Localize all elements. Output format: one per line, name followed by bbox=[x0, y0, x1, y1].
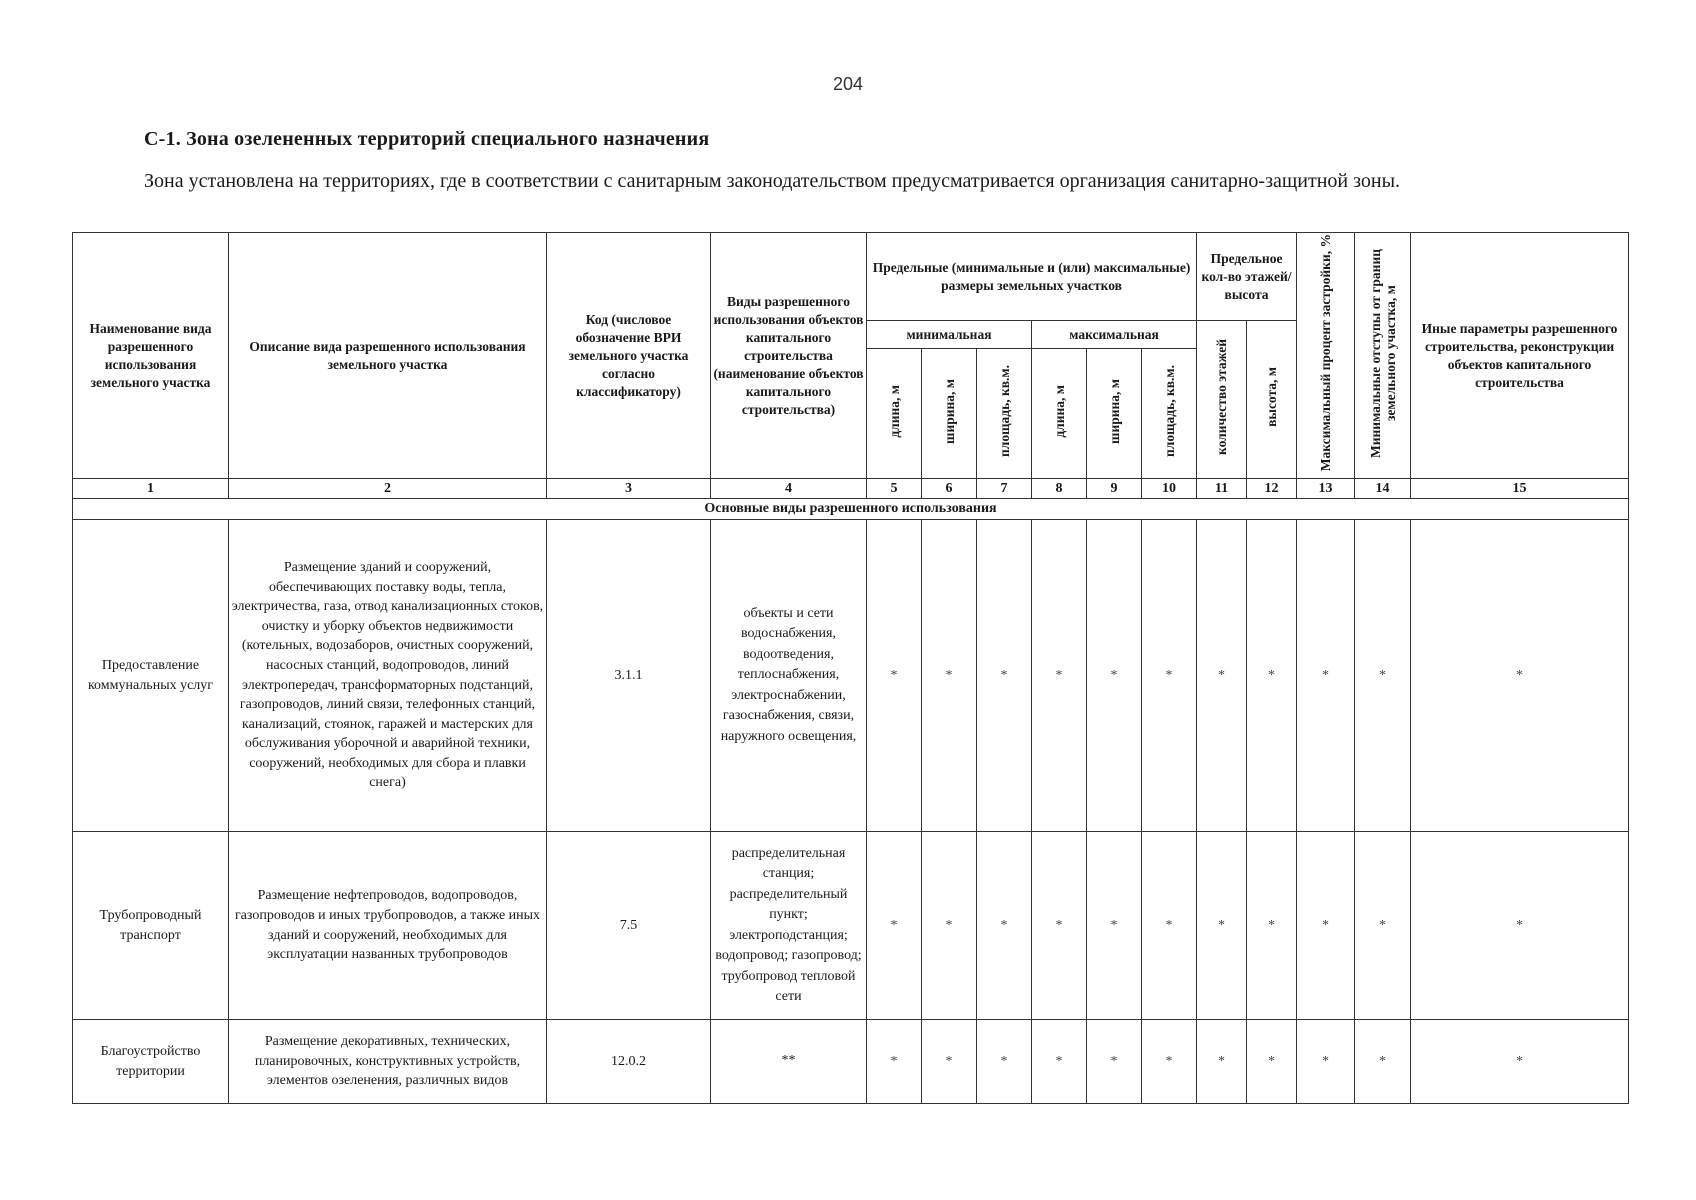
header-max-sizes: максимальная bbox=[1032, 321, 1197, 349]
use-description: Размещение зданий и сооружений, обеспечивающих поставку воды, тепла, электричества, газа, отвод канализационных стоков, очистку и уборку объектов недвижимости (котельных, водозаборов, очистных сооружений, насосных станций, водопроводов, линий электропередач, трансформаторных подстанций, газопроводов, линий связи, телефонных станций, канализаций, стоянок, гаражей и мастерских для обслуживания уборочной и аварийной техники, сооружений, необходимых для сбора и плавки снега) bbox=[229, 520, 547, 832]
column-number: 1 bbox=[73, 479, 229, 499]
column-number: 11 bbox=[1197, 479, 1247, 499]
param-value: * bbox=[1411, 1020, 1629, 1104]
use-name: Трубопроводный транспорт bbox=[73, 832, 229, 1020]
column-number: 9 bbox=[1087, 479, 1142, 499]
param-value: * bbox=[977, 832, 1032, 1020]
page-number: 204 bbox=[832, 74, 864, 94]
column-number: 12 bbox=[1247, 479, 1297, 499]
param-value: * bbox=[1297, 520, 1355, 832]
column-number-row bbox=[73, 479, 1629, 499]
construction-objects: распределительная станция; распределительный пункт; электроподстанция; водопровод; газопровод; трубопровод тепловой сети bbox=[711, 832, 867, 1020]
column-number: 10 bbox=[1142, 479, 1197, 499]
param-value: * bbox=[1297, 1020, 1355, 1104]
construction-objects: объекты и сети водоснабжения, водоотведения, теплоснабжения, электроснабжении, газоснабжения, связи, наружного освещения, bbox=[711, 520, 867, 832]
param-value: * bbox=[1087, 1020, 1142, 1104]
use-description: Размещение нефтепроводов, водопроводов, газопроводов и иных трубопроводов, а также иных зданий и сооружений, необходимых для эксплуатации названных трубопроводов bbox=[229, 832, 547, 1020]
header-min-area: площадь, кв.м. bbox=[977, 349, 1032, 479]
param-value: * bbox=[1297, 832, 1355, 1020]
header-use-name: Наименование вида разрешенного использования земельного участка bbox=[73, 233, 229, 479]
param-value: * bbox=[867, 520, 922, 832]
header-min-length: длина, м bbox=[867, 349, 922, 479]
header-construction-types: Виды разрешенного использования объектов капитального строительства (наименование объектов капитального строительства) bbox=[711, 233, 867, 479]
param-value: * bbox=[977, 520, 1032, 832]
vri-code: 7.5 bbox=[547, 832, 711, 1020]
header-plot-sizes: Предельные (минимальные и (или) максимальные) размеры земельных участков bbox=[867, 233, 1197, 321]
table-row bbox=[73, 1020, 1629, 1104]
param-value: * bbox=[1032, 832, 1087, 1020]
header-min-width: ширина, м bbox=[922, 349, 977, 479]
column-number: 7 bbox=[977, 479, 1032, 499]
param-value: * bbox=[1355, 1020, 1411, 1104]
column-number: 6 bbox=[922, 479, 977, 499]
param-value: * bbox=[1032, 1020, 1087, 1104]
param-value: * bbox=[1197, 520, 1247, 832]
param-value: * bbox=[1032, 520, 1087, 832]
param-value: * bbox=[1247, 1020, 1297, 1104]
header-max-area: площадь, кв.м. bbox=[1142, 349, 1197, 479]
param-value: * bbox=[1197, 832, 1247, 1020]
param-value: * bbox=[1142, 520, 1197, 832]
column-number: 2 bbox=[229, 479, 547, 499]
header-max-length: длина, м bbox=[1032, 349, 1087, 479]
header-height: высота, м bbox=[1247, 321, 1297, 479]
header-min-setbacks: Минимальные отступы от границ земельного участка, м bbox=[1355, 233, 1411, 479]
column-number: 8 bbox=[1032, 479, 1087, 499]
header-max-width: ширина, м bbox=[1087, 349, 1142, 479]
header-min-sizes: минимальная bbox=[867, 321, 1032, 349]
use-name: Предоставление коммунальных услуг bbox=[73, 520, 229, 832]
use-description: Размещение декоративных, технических, планировочных, конструктивных устройств, элементов озеленения, различных видов bbox=[229, 1020, 547, 1104]
param-value: * bbox=[1247, 832, 1297, 1020]
section-title: Основные виды разрешенного использования bbox=[73, 499, 1629, 520]
column-number: 14 bbox=[1355, 479, 1411, 499]
header-use-description: Описание вида разрешенного использования земельного участка bbox=[229, 233, 547, 479]
param-value: * bbox=[1197, 1020, 1247, 1104]
param-value: * bbox=[922, 520, 977, 832]
param-value: * bbox=[922, 832, 977, 1020]
column-number: 3 bbox=[547, 479, 711, 499]
column-number: 4 bbox=[711, 479, 867, 499]
column-number: 13 bbox=[1297, 479, 1355, 499]
param-value: * bbox=[1411, 832, 1629, 1020]
header-vri-code: Код (числовое обозначение ВРИ земельного участка согласно классификатору) bbox=[547, 233, 711, 479]
param-value: * bbox=[867, 1020, 922, 1104]
zone-title: С-1. Зона озелененных территорий специального назначения bbox=[144, 128, 710, 150]
param-value: * bbox=[1247, 520, 1297, 832]
vri-code: 3.1.1 bbox=[547, 520, 711, 832]
param-value: * bbox=[1087, 520, 1142, 832]
param-value: * bbox=[1142, 832, 1197, 1020]
regulations-table bbox=[72, 232, 1629, 1104]
param-value: * bbox=[1355, 832, 1411, 1020]
param-value: * bbox=[867, 832, 922, 1020]
header-floors-count: количество этажей bbox=[1197, 321, 1247, 479]
column-number: 15 bbox=[1411, 479, 1629, 499]
zone-description: Зона установлена на территориях, где в соответствии с санитарным законодательством предусматривается организация санитарно-защитной зоны. bbox=[144, 170, 1401, 192]
param-value: * bbox=[1411, 520, 1629, 832]
header-max-build-percent: Максимальный процент застройки, % bbox=[1297, 233, 1355, 479]
table-row bbox=[73, 520, 1629, 832]
param-value: * bbox=[922, 1020, 977, 1104]
use-name: Благоустройство территории bbox=[73, 1020, 229, 1104]
header-other-params: Иные параметры разрешенного строительства, реконструкции объектов капитального строительства bbox=[1411, 233, 1629, 479]
header-floors-height: Предельное кол-во этажей/ высота bbox=[1197, 233, 1297, 321]
vri-code: 12.0.2 bbox=[547, 1020, 711, 1104]
table-row bbox=[73, 832, 1629, 1020]
column-number: 5 bbox=[867, 479, 922, 499]
param-value: * bbox=[1087, 832, 1142, 1020]
param-value: * bbox=[977, 1020, 1032, 1104]
construction-objects: ** bbox=[711, 1020, 867, 1104]
param-value: * bbox=[1355, 520, 1411, 832]
param-value: * bbox=[1142, 1020, 1197, 1104]
